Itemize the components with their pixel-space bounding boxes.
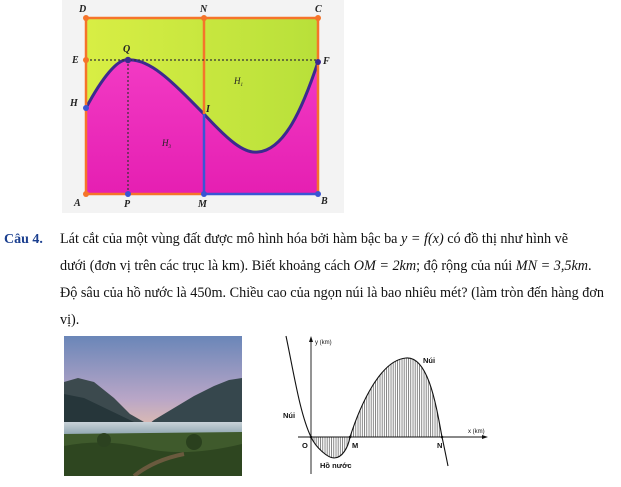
text-segment: ; độ rộng của núi — [416, 258, 516, 274]
label-c: C — [315, 4, 322, 15]
formula-om: OM = 2km — [353, 258, 417, 274]
formula-mn: MN = 3,5km — [515, 258, 589, 274]
label-h3: $H_3$ — [162, 138, 171, 150]
label-f: F — [323, 56, 330, 67]
question-line-2 — [60, 253, 615, 280]
point-d — [83, 15, 89, 21]
point-n — [201, 15, 207, 21]
label-h: H — [70, 98, 78, 109]
point-m — [349, 436, 352, 439]
mountain-lake-photo — [64, 336, 242, 476]
text-segment: có đồ thị như hình vẽ — [443, 231, 569, 247]
question-line-3: Độ sâu của hồ nước là 450m. Chiều cao của ngọn núi là bao nhiêu mét? (làm tròn đến hàng đơn vị). — [60, 285, 604, 328]
question-text — [60, 226, 615, 334]
label-i: I — [206, 104, 210, 115]
label-nui-left: Núi — [283, 411, 296, 420]
text-segment: . — [588, 258, 592, 274]
point-e — [83, 57, 89, 63]
point-p — [125, 191, 131, 197]
point-a — [83, 191, 89, 197]
point-f — [315, 59, 321, 65]
label-n: N — [200, 4, 208, 15]
label-h1: $H_1$ — [234, 76, 243, 88]
formula-f: y = f(x) — [401, 231, 444, 247]
label-q: Q — [123, 44, 131, 55]
label-nui-top: Núi — [423, 356, 436, 365]
point-q — [125, 57, 131, 63]
label-b: B — [321, 196, 328, 207]
y-axis-label: y (km) — [315, 340, 332, 346]
point-h — [83, 105, 89, 111]
y-axis-arrow — [309, 336, 313, 342]
lake-area — [311, 437, 350, 458]
text-segment: Lát cắt của một vùng đất được mô hình hóa bởi hàm bậc ba — [60, 231, 402, 247]
cubic-graph — [280, 334, 490, 482]
label-m: M — [352, 441, 359, 450]
question-line-1 — [60, 226, 615, 253]
label-e: E — [72, 55, 79, 66]
x-axis-label: x (km) — [468, 429, 485, 435]
text-segment: dưới (đơn vị trên các trục là km). Biết khoảng cách — [60, 258, 354, 274]
label-p: P — [124, 199, 131, 210]
top-figure-svg — [62, 0, 344, 213]
label-m: M — [198, 199, 207, 210]
tree — [186, 434, 202, 450]
x-axis-arrow — [482, 435, 488, 439]
tree — [97, 433, 111, 447]
point-o — [310, 436, 313, 439]
label-n: N — [437, 441, 443, 450]
mountain-area — [350, 358, 442, 437]
label-a: A — [74, 198, 81, 209]
point-c — [315, 15, 321, 21]
label-ho-nuoc: Hồ nước — [320, 461, 352, 470]
label-d: D — [79, 4, 87, 15]
label-o: O — [302, 441, 308, 450]
question-label: Câu 4. — [4, 232, 43, 247]
top-figure — [62, 0, 344, 213]
point-m — [201, 191, 207, 197]
point-n — [441, 436, 444, 439]
